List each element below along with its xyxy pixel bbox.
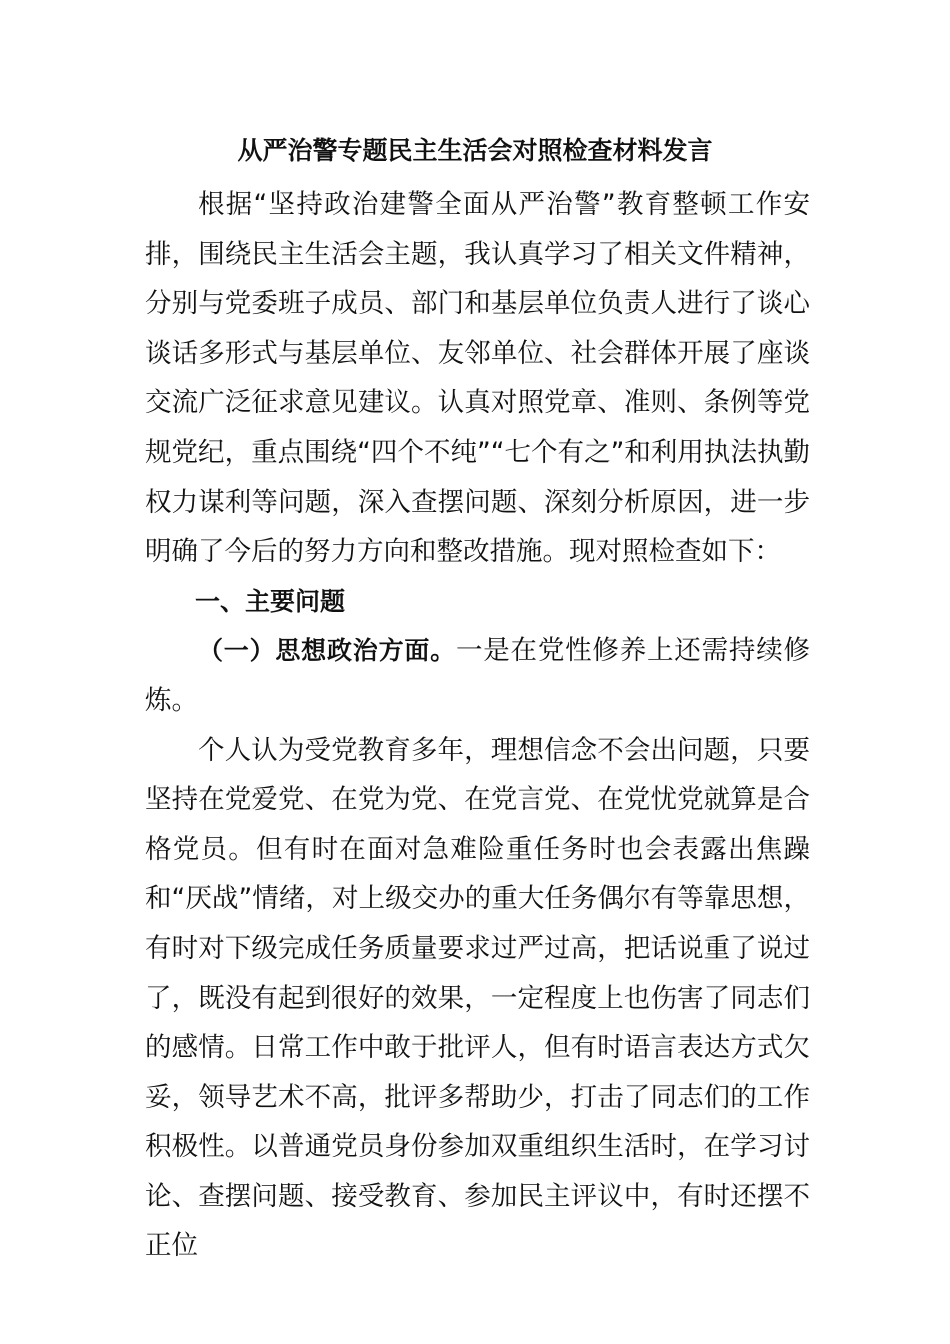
section-heading-main-issues: 一、主要问题 bbox=[195, 586, 346, 616]
intro-paragraph: 根据“坚持政治建警全面从严治警”教育整顿工作安排，围绕民主生活会主题，我认真学习了相关文件精神，分别与党委班子成员、部门和基层单位负责人进行了谈心谈话多形式与基层单位、友邻单位、社会群体开展了座谈交流广泛征求意见建议。认真对照党章、准则、条例等党规党纪，重点围绕“四个不纯”“七个有之”和利用执法执勤权力谋利等问题，深入查摆问题、深刻分析原因，进一步明确了今后的努力方向和整改措施。现对照检查如下： bbox=[145, 189, 810, 568]
document-title: 从严治警专题民主生活会对照检查材料发言 bbox=[237, 136, 713, 165]
document-body bbox=[145, 180, 810, 1271]
subsection-paragraph-ideology bbox=[145, 626, 810, 725]
subsection-text-ideology: 一是在党性修养上还需持续修炼。 bbox=[145, 635, 810, 716]
detail-paragraph: 个人认为受党教育多年，理想信念不会出问题，只要坚持在党爱党、在党为党、在党言党、在党忧党就算是合格党员。但有时在面对急难险重任务时也会表露出焦躁和“厌战”情绪，对上级交办的重大任务偶尔有等靠思想，有时对下级完成任务质量要求过严过高，把话说重了说过了，既没有起到很好的效果，一定程度上也伤害了同志们的感情。日常工作中敢于批评人，但有时语言表达方式欠妥，领导艺术不高，批评多帮助少，打击了同志们的工作积极性。以普通党员身份参加双重组织生活时，在学习讨论、查摆问题、接受教育、参加民主评议中，有时还摆不正位 bbox=[145, 734, 810, 1262]
subsection-heading-ideology: （一）思想政治方面。 bbox=[198, 636, 456, 666]
